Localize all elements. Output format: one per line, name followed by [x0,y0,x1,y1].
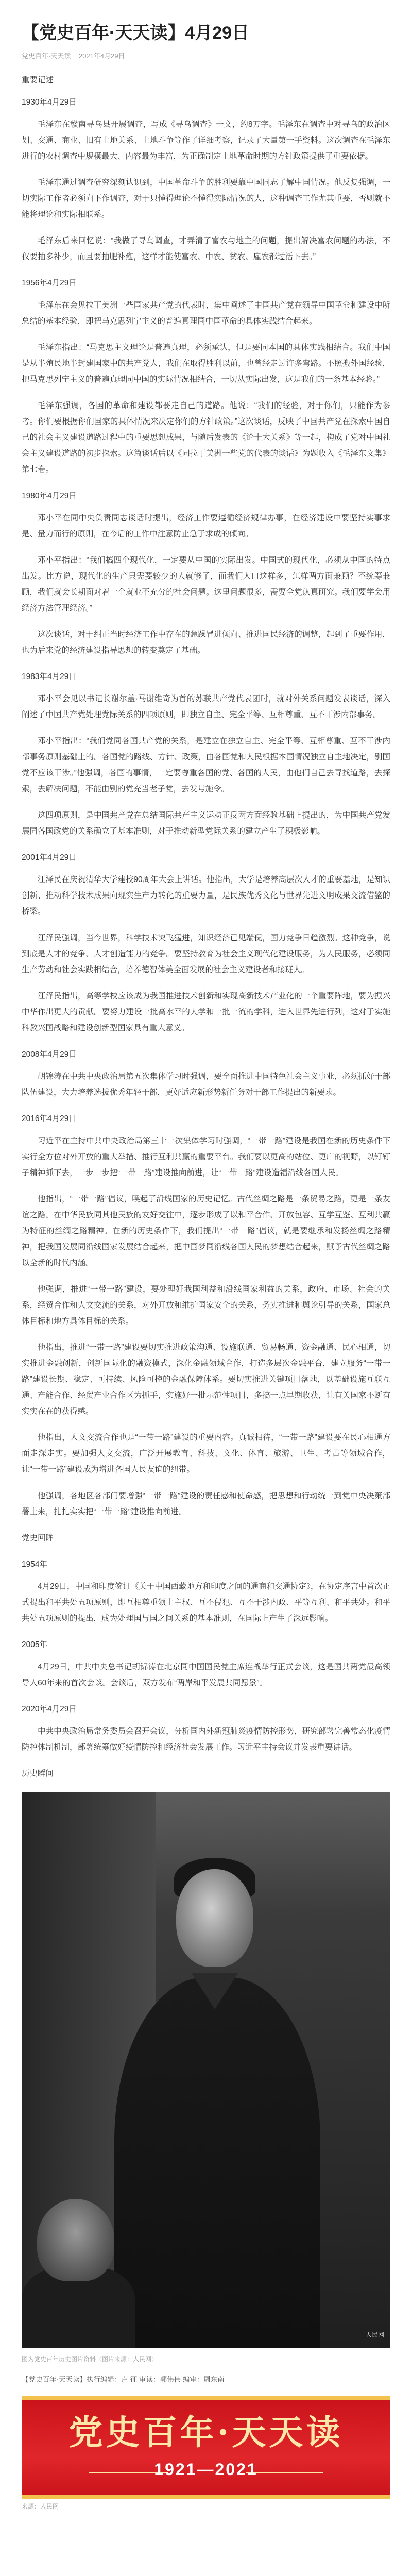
entry [22,1556,390,1626]
entry-paragraph: 江泽民在庆祝清华大学建校90周年大会上讲话。他指出，大学是培养高层次人才的重要基地，是知识创新、推动科学技术成果向现实生产力转化的重要力量，是民族优秀文化与世界先进文明成果交流借鉴的桥梁。 [22,875,390,916]
entry-paragraph: 邓小平会见以书记长谢尔盖·马谢维奇为首的苏联共产党代表团时，就对外关系问题发表谈话，深入阐述了中国共产党处理党际关系的四项原则，即独立自主、完全平等、互相尊重、互不干涉内部事务。 [22,694,390,719]
section-label-history: 党史回眸 [22,1534,54,1543]
entry-paragraph: 邓小平指出：“我们搞四个现代化，一定要从中国的实际出发。中国式的现代化，必须从中国的特点出发。比方说，现代化的生产只需要较少的人就够了，而我们人口这样多，怎样两方面兼顾？不统筹兼顾，我们就会长期面对着一个就业不充分的社会问题。这里问题很多，需要全党认真研究。我们要学会用经济方法管理经济。” [22,556,390,613]
entry-paragraph: 他指出，人文交流合作也是“一带一路”建设的重要内容。真诚相待，“一带一路”建设要在民心相通方面走深走实。要加强人文交流，广泛开展教育、科技、文化、体育、旅游、卫生、考古等领域合作，让“一带一路”建设成为增进各国人民友谊的纽带。 [22,1433,390,1474]
section-label-photo: 历史瞬间 [22,1769,54,1778]
entry-paragraph: 毛泽东强调，各国的革命和建设都要走自己的道路。他说：“我们的经验，对于你们，只能作为参考。你们要根据你们国家的具体情况来决定你们的方针政策。”这次谈话，反映了中国共产党在探索中国自己的社会主义建设道路过程中的重要思想成果，与随后发表的《论十大关系》等一起，构成了党对中国社会主义建设道路的初步探索。这篇谈话后以《同拉丁美洲一些党的代表的谈话》为题收入《毛泽东文集》第七卷。 [22,401,390,474]
photo-inset-figure-head [37,2199,114,2281]
entry-date: 1930年4月29日 [22,98,77,107]
entry-date: 1980年4月29日 [22,492,77,500]
banner-gold-stripe [22,2495,390,2499]
entry-paragraph: 毛泽东指出：“马克思主义理论是普遍真理，必须承认，但是要同本国的具体实践相结合。我们中国是从半殖民地半封建国家中的共产党人，我们在取得胜利以前，也曾经走过许多弯路。不照搬外国经验，把马克思列宁主义的普遍真理同中国的实际情况相结合，一切从实际出发，这是我们的一条基本经验。” [22,343,390,384]
entry [22,669,390,839]
entry-paragraph: 毛泽东在赣南寻乌县开展调查，写成《寻乌调查》一文，约8万字。毛泽东在调查中对寻乌的政治区划、交通、商业、旧有土地关系、土地斗争等作了详细考察，记录了大量第一手资料。这次调查在毛泽东进行的农村调查中规模最大、内容最为丰富，为正确制定土地革命时期的方针政策提供了重要依据。 [22,120,390,161]
banner-title: 党史百年·天天读 [68,2412,344,2452]
entry-paragraph: 胡锦涛在中共中央政治局第五次集体学习时强调，要全面推进中国特色社会主义事业，必须抓好干部队伍建设，大力培养选拔优秀年轻干部，更好适应新形势新任务对干部工作提出的新要求。 [22,1072,390,1097]
photo-watermark: 人民网 [365,2331,384,2338]
entry-paragraph: 邓小平在同中央负责同志谈话时提出，经济工作要遵循经济规律办事，在经济建设中要坚持实事求是、量力而行的原则，在今后的工作中注意防止急于求成的倾向。 [22,514,390,538]
entry-paragraph: 毛泽东通过调查研究深刻认识到，中国革命斗争的胜利要靠中国同志了解中国情况。他反复强调，一切实际工作者必须向下作调查，对于只懂得理论不懂得实际情况的人，这种调查工作尤其重要，否则就不能将理论和实际相联系。 [22,178,390,219]
entry-date: 2005年 [22,1640,47,1649]
intro-label: 重要记述 [22,76,54,84]
meta-source[interactable]: 党史百年·天天读 [22,52,71,60]
entry [22,1701,390,1755]
historical-photo [22,1792,390,2348]
entry-date: 2020年4月29日 [22,1705,77,1714]
entry [22,94,390,265]
entry-paragraph: 邓小平指出：“我们党同各国共产党的关系，是建立在独立自主、完全平等、互相尊重、互不干涉内部事务原则基础上的。各国党的路线、方针、政策，由各国党和人民根据本国情况独立自主地决定，别国党不应该干涉。”他强调，各国的事情，一定要尊重各国的党、各国的人民，由他们自己去寻找道路，去探索，去解决问题，不能由别的党充当老子党，去发号施令。 [22,737,390,793]
entry-date: 2001年4月29日 [22,853,77,862]
entry-date: 1983年4月29日 [22,672,77,681]
entry-paragraph: 毛泽东在会见拉丁美洲一些国家共产党的代表时，集中阐述了中国共产党在领导中国革命和建设中所总结的基本经验，即把马克思列宁主义的普遍真理同中国革命的具体实践结合起来。 [22,301,390,326]
entry [22,1046,390,1100]
footer-banner [22,2396,390,2499]
entry-paragraph: 江泽民指出，高等学校应该成为我国推进技术创新和实现高新技术产业化的一个重要阵地，要为振兴中华作出更大的贡献。要努力建设一批高水平的大学和一批一流的学科，进入世界先进行列，这对于实施科教兴国战略和建设创新型国家具有重大意义。 [22,992,390,1032]
entry-paragraph: 他指出，推进“一带一路”建设要切实推进政策沟通、设施联通、贸易畅通、资金融通、民心相通，切实推进金融创新，创新国际化的融资模式，深化金融领域合作，打造多层次金融平台，建立服务“一带一路”建设长期、稳定、可持续、风险可控的金融保障体系。要切实推进关键项目落地，以基础设施互联互通、产能合作、经贸产业合作区为抓手，实施好一批示范性项目，多搞一点早期收获，让有关国家不断有实实在在的获得感。 [22,1343,390,1416]
entry-paragraph: 习近平在主持中共中央政治局第三十一次集体学习时强调，“一带一路”建设是我国在新的历史条件下实行全方位对外开放的重大举措、推行互利共赢的重要平台。我们要以更高的站位、更广的视野，以钉钉子精神抓下去，一步一步把“一带一路”建设推向前进，让“一带一路”建设造福沿线各国人民。 [22,1137,390,1177]
entry-paragraph: 这次谈话，对于纠正当时经济工作中存在的急躁冒进倾向、推进国民经济的调整，起到了重要作用，也为后来党的经济建设指导思想的转变奠定了基础。 [22,630,390,655]
entry [22,850,390,1036]
entry-paragraph: 他强调，各地区各部门要增强“一带一路”建设的责任感和使命感，把思想和行动统一到党中央决策部署上来，扎扎实实把“一带一路”建设推向前进。 [22,1492,390,1516]
entry-date: 1954年 [22,1560,47,1569]
entry-paragraph: 中共中央政治局常务委员会召开会议，分析国内外新冠肺炎疫情防控形势，研究部署完善常态化疫情防控体制机制，部署统筹做好疫情防控和经济社会发展工作。习近平主持会议并发表重要讲话。 [22,1727,390,1752]
entry-date: 1956年4月29日 [22,279,77,287]
entry-paragraph: 毛泽东后来回忆说：“我做了寻乌调查，才弄清了富农与地主的问题，提出解决富农问题的办法，不仅要抽多补少，而且要抽肥补瘦，这样才能使富农、中农、贫农、雇农都过活下去。” [22,236,390,261]
banner-years: 1921—2021 [154,2460,258,2479]
entry-paragraph: 4月29日，中国和印度签订《关于中国西藏地方和印度之间的通商和交通协定》，在协定序言中首次正式提出和平共处五项原则，即互相尊重领土主权、互不侵犯、互不干涉内政、平等互利、和平共处。和平共处五项原则的提出，成为处理国与国之间关系的基本准则，在国际上产生了深远影响。 [22,1582,390,1623]
entry-paragraph: 这四项原则，是中国共产党在总结国际共产主义运动正反两方面经验基础上提出的，为中国共产党发展同各国政党的关系确立了基本准则，对于推动新型党际关系的建立产生了积极影响。 [22,811,390,836]
entry-paragraph: 江泽民强调，当今世界，科学技术突飞猛进，知识经济已见端倪，国力竞争日趋激烈。这种竞争，说到底是人才的竞争、人才创造能力的竞争。要坚持教育为社会主义现代化建设服务，为人民服务，必须同生产劳动和社会实践相结合，培养德智体美全面发展的社会主义建设者和接班人。 [22,934,390,974]
article-body [22,72,390,2515]
entry-paragraph: 4月29日，中共中央总书记胡锦涛在北京同中国国民党主席连战举行正式会谈，这是国共两党最高领导人60年来的首次会谈。会谈后，双方发布“两岸和平发展共同愿景”。 [22,1663,390,1687]
entry [22,1111,390,1520]
source-note: 来源：人民网 [22,2503,59,2510]
entry [22,275,390,478]
entry [22,488,390,658]
entry-paragraph: 他强调，推进“一带一路”建设，要处理好我国利益和沿线国家利益的关系，政府、市场、社会的关系，经贸合作和人文交流的关系，对外开放和维护国家安全的关系，务实推进和舆论引导的关系，国家总体目标和地方具体目标的关系。 [22,1285,390,1326]
photo-figure-head [176,1869,253,1967]
article-meta [22,50,390,62]
photo-caption: 图为党史百年历史图片资料（图片来源：人民网） [22,2355,158,2363]
entry-paragraph: 他指出，“一带一路”倡议，唤起了沿线国家的历史记忆。古代丝绸之路是一条贸易之路，更是一条友谊之路。在中华民族同其他民族的友好交往中，逐步形成了以和平合作、开放包容、互学互鉴、互利共赢为特征的丝绸之路精神。在新的历史条件下，我们提出“一带一路”倡议，就是要继承和发扬丝绸之路精神，把我国发展同沿线国家发展结合起来，把中国梦同沿线各国人民的梦想结合起来，赋予古代丝绸之路以全新的时代内涵。 [22,1195,390,1267]
entry-date: 2016年4月29日 [22,1114,77,1123]
article [22,0,390,2525]
banner-gold-stripe [22,2396,390,2400]
photo-figure-torso [114,1977,320,2348]
entry-date: 2008年4月29日 [22,1050,77,1059]
meta-date: 2021年4月29日 [78,52,125,60]
editor-credit: 【党史百年·天天读】执行编辑：卢 征 审读：郭伟伟 编审：周东南 [22,2376,225,2383]
entry [22,1637,390,1691]
page-title: 【党史百年·天天读】4月29日 [22,23,250,43]
